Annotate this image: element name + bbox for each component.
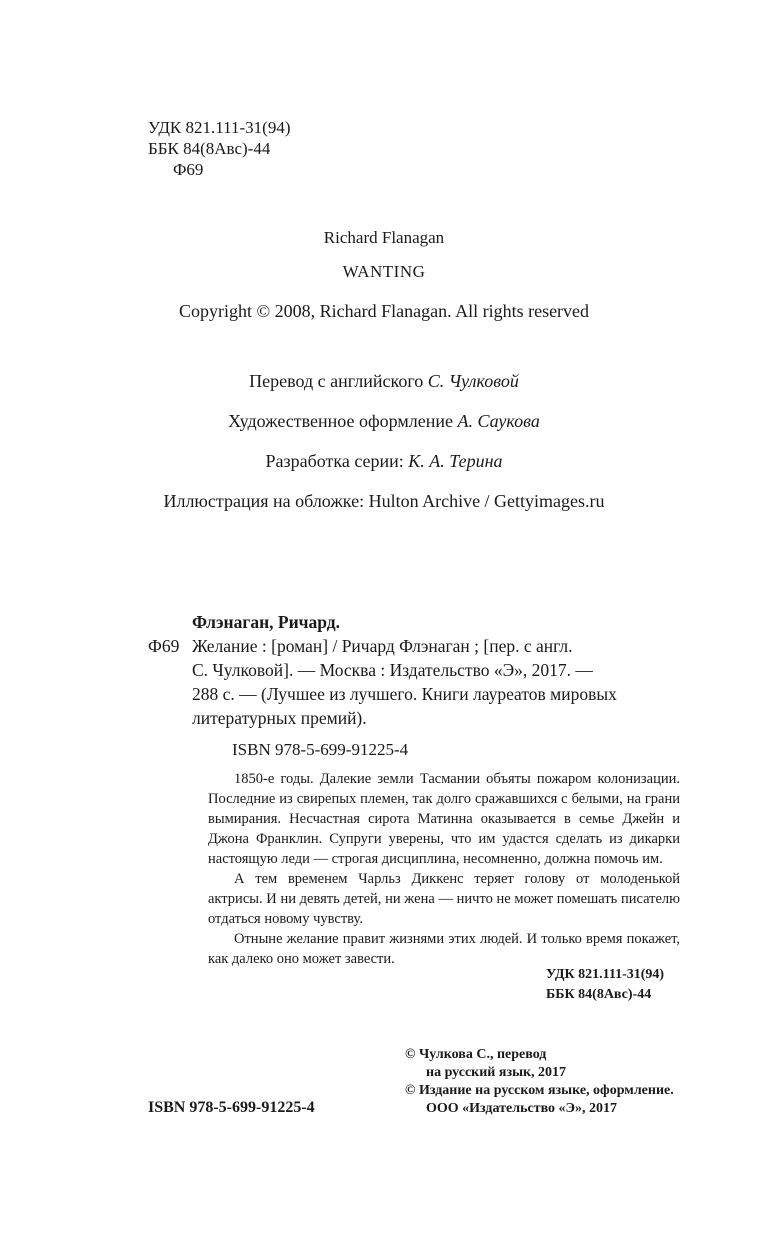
original-title: WANTING (342, 262, 426, 281)
bib-line-3: 288 с. — (Лучшее из лучшего. Книги лауреатов мировых (192, 684, 617, 704)
translator-name: С. Чулковой (427, 371, 519, 391)
credit-series (0, 449, 768, 473)
author-mark-top: Ф69 (173, 160, 204, 179)
bib-mark: Ф69 (148, 636, 180, 656)
credit-illustration: Иллюстрация на обложке: Hulton Archive / Gettyimages.ru (163, 491, 605, 511)
design-label: Художественное оформление (228, 411, 454, 431)
bbk-top: ББК 84(8Авс)-44 (148, 139, 271, 158)
credit-design (0, 409, 768, 433)
copyright-translation-1: © Чулкова С., перевод (405, 1047, 547, 1062)
annotation (208, 769, 680, 969)
copyright-edition-2: ООО «Издательство «Э», 2017 (426, 1101, 618, 1116)
bib-line-4: литературных премий). (192, 708, 367, 728)
isbn-bottom: ISBN 978-5-699-91225-4 (148, 1099, 315, 1116)
copyright-edition-1: © Издание на русском языке, оформление. (405, 1083, 674, 1098)
designer-name: А. Саукова (457, 411, 540, 431)
bib-heading: Флэнаган, Ричард. (192, 612, 341, 632)
translation-label: Перевод с английского (249, 371, 424, 391)
annotation-paragraph-1: 1850-е годы. Далекие земли Тасмании объяты пожаром колонизации. Последние из свирепых племен, так долго сражавшихся с белыми, на грани вымирания. Несчастная сирота Матинна оказывается в семье Джейн и Джона Франклин. Супруги уверены, что им удастся сделать из дикарки настоящую леди — строгая дисциплина, несомненно, должна помочь им. (208, 771, 680, 867)
bib-isbn: ISBN 978-5-699-91225-4 (232, 740, 409, 759)
original-author: Richard Flanagan (323, 228, 445, 247)
series-name: К. А. Терина (408, 451, 503, 471)
bbk-bottom: ББК 84(8Авс)-44 (546, 987, 652, 1002)
copyright-original: Copyright © 2008, Richard Flanagan. All rights reserved (178, 301, 590, 321)
copyright-translation-2: на русский язык, 2017 (426, 1065, 567, 1080)
bib-line-1: Желание : [роман] / Ричард Флэнаган ; [пер. с англ. (192, 636, 573, 656)
udk-top: УДК 821.111-31(94) (148, 118, 291, 137)
annotation-paragraph-2: А тем временем Чарльз Диккенс теряет голову от молоденькой актрисы. И ни девять детей, ни жена — ничто не может помешать писателю отдаться новому чувству. (208, 871, 680, 927)
series-label: Разработка серии: (265, 451, 404, 471)
credit-translation (0, 369, 768, 393)
udk-bottom: УДК 821.111-31(94) (546, 967, 665, 982)
bib-line-2: С. Чулковой]. — Москва : Издательство «Э», 2017. — (192, 660, 593, 680)
annotation-paragraph-3: Отныне желание правит жизнями этих людей. И только время покажет, как далеко оно может завести. (208, 931, 680, 967)
